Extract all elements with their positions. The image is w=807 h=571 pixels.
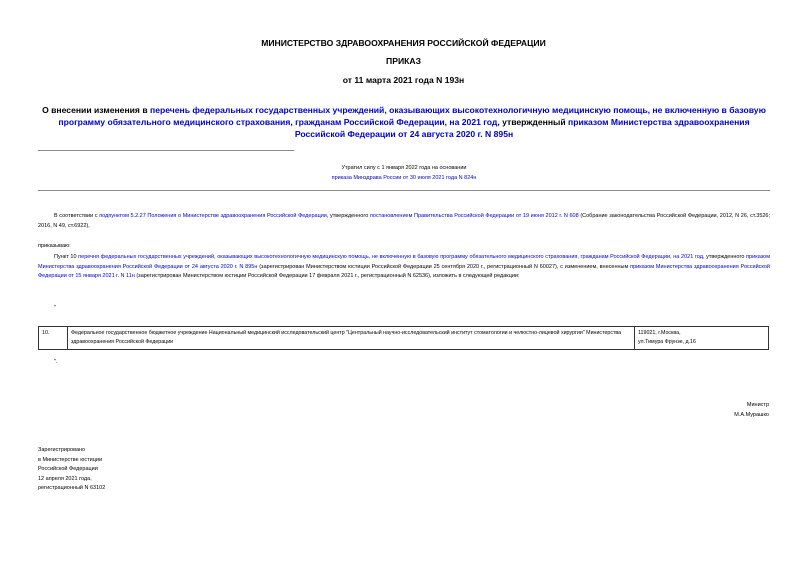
registration-block: [38, 446, 105, 494]
minister-position: Министр: [746, 402, 769, 408]
divider-full: [38, 190, 770, 191]
row-number: 10.: [39, 327, 68, 350]
signature-block: [734, 401, 769, 420]
registration-line-5: регистрационный N 63102: [38, 485, 106, 491]
title-link-order-895n[interactable]: приказом Министерства здравоохранения Российской Федерации от 24 августа 2020 г. N 895н: [294, 117, 750, 139]
p2-text-b: , утвержденного: [702, 254, 747, 260]
doc-date: от 11 марта 2021 года N 193н: [342, 75, 465, 85]
p1-text-c: (Собрание законодательства Российской Федерации, 2012, N 26, ст.3526; 2016, N 49, ст.6922),: [38, 213, 771, 229]
institution-address: [635, 327, 769, 350]
divider-short: [38, 150, 294, 151]
p2-text-d: (зарегистрирован Министерством юстиции Российской Федерации 17 февраля 2021 г., регистрационный N 62536), изложить в следующей редакции:: [134, 273, 520, 279]
status-note: [38, 164, 770, 183]
address-line-1: 119021, г.Москва,: [638, 330, 681, 336]
p1-link-regulation[interactable]: подпунктом 5.2.27 Положения о Министерстве здравоохранения Российской Федерации: [99, 213, 327, 219]
title-link-list[interactable]: перечень федеральных государственных учреждений, оказывающих высокотехнологичную медицинскую помощь, не включенную в базовую программу обязательного медицинского страхования, гражданам Российской Федерации, на 2021 год: [58, 105, 766, 127]
title-text-1: О внесении изменения в: [42, 105, 150, 115]
address-line-2: ул.Тимура Фрунзе, д.16: [638, 339, 696, 345]
institutions-table: [38, 326, 769, 350]
p2-link-list[interactable]: перечня федеральных государственных учреждений, оказывающих высокотехнологичную медицинскую помощь, не включенную в базовую программу обязательного медицинского страхования, гражданам Российской Федерации, на 2021 год: [78, 254, 703, 260]
p2-text-a: Пункт 10: [54, 254, 79, 260]
quote-close: ".: [54, 359, 58, 365]
table-row: [39, 327, 769, 350]
ministry-heading: МИНИСТЕРСТВО ЗДРАВООХРАНЕНИЯ РОССИЙСКОЙ ФЕДЕРАЦИИ: [261, 38, 546, 48]
p2-text-c: (зарегистрирован Министерством юстиции Российской Федерации 25 сентября 2020 г., регистрационный N 60027), с изменением, внесенным: [257, 263, 631, 270]
p1-link-resolution-608[interactable]: постановлением Правительства Российской Федерации от 19 июня 2012 г. N 608: [369, 213, 579, 219]
institution-name: Федеральное государственное бюджетное учреждение Национальный медицинский исследовательский центр "Центральный научно-исследовательский институт стоматологии и челюстно-лицевой хирургии" Министерства здравоохранения Российской Федерации: [68, 327, 635, 350]
title-text-2: , утвержденный: [497, 117, 569, 127]
quote-open: ": [54, 305, 56, 311]
p2-link-order-895n[interactable]: приказом Министерства здравоохранения Российской Федерации от 24 августа 2020 г. N 895н: [38, 254, 771, 270]
p1-text-a: В соответствии с: [54, 213, 100, 219]
orders-label: приказываю:: [38, 243, 71, 249]
registration-line-3: Российской Федерации: [38, 466, 98, 472]
document-title: [40, 104, 768, 140]
doc-type: ПРИКАЗ: [386, 56, 421, 66]
main-paragraph: [38, 253, 770, 282]
preamble-paragraph: [38, 212, 770, 231]
minister-name: М.А.Мурашко: [734, 411, 769, 418]
registration-line-1: Зарегистрировано: [38, 447, 86, 453]
status-link-order-824n[interactable]: приказа Минздрава России от 30 июля 2021 года N 824н: [331, 174, 477, 181]
registration-line-4: 12 апреля 2021 года,: [38, 475, 92, 482]
status-text: Утратил силу с 1 января 2022 года на основании: [341, 165, 467, 171]
p1-text-b: , утвержденного: [326, 213, 370, 219]
registration-line-2: в Министерстве юстиции: [38, 456, 103, 463]
p2-link-order-11n[interactable]: приказом Министерства здравоохранения Российской Федерации от 15 января 2021 г. N 11н: [38, 263, 770, 279]
